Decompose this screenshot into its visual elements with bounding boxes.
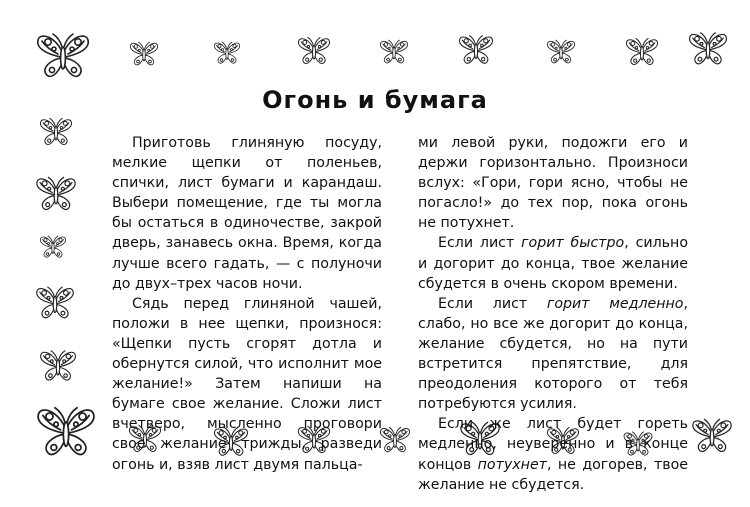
butterfly-icon	[38, 234, 68, 260]
butterfly-icon	[34, 278, 76, 328]
butterfly-icon	[622, 36, 662, 68]
paragraph	[418, 294, 688, 415]
butterfly-icon	[543, 38, 579, 66]
page-title: Огонь и бумага	[262, 86, 488, 114]
butterfly-icon	[38, 346, 78, 386]
paragraph-text: Если же лист будет гореть медленно, неуверенно и в конце концов	[418, 416, 688, 473]
paragraph-text: Если лист	[438, 235, 522, 252]
text-column-right	[418, 133, 688, 495]
butterfly-icon	[34, 174, 78, 214]
butterfly-icon	[209, 40, 245, 66]
paragraph	[112, 133, 382, 294]
paragraph-text: , слабо, но все же догорит до конца, желание сбудется, но на пути встретится препятствие, для преодоления которого от тебя потребуются усилия.	[418, 295, 688, 413]
paragraph-text: Сядь перед глиняной чашей, положи в нее щепки, произнося: «Щепки пусть сгорят дотла и обернутся силой, что исполнит мое желание!» Затем напиши на бумаге свое желание. Сложи лист вчетверо, мысленно проговори свое желание трижды, разведи огонь и, взяв лист двумя пальца-	[112, 295, 382, 473]
paragraph-text: , не догорев, твое желание не сбудется.	[418, 456, 689, 493]
paragraph-continued	[418, 133, 688, 233]
butterfly-icon	[38, 116, 74, 148]
paragraph	[418, 414, 688, 494]
paragraph	[418, 233, 688, 293]
butterfly-icon	[690, 413, 734, 459]
emphasis-text: горит быстро	[521, 235, 625, 252]
paragraph-text: ми левой руки, подожги его и держи горизонтально. Произноси вслух: «Гори, гори ясно, чтобы не погасло!» до тех пор, пока огонь не потухнет.	[418, 135, 688, 232]
butterfly-icon	[454, 33, 498, 67]
butterfly-icon	[378, 425, 412, 455]
emphasis-text: горит медленно	[546, 295, 684, 312]
butterfly-icon	[376, 38, 412, 66]
top-butterfly-border	[0, 0, 750, 70]
text-column-left	[112, 133, 382, 475]
emphasis-text: потухнет	[477, 456, 547, 473]
butterfly-icon	[293, 35, 335, 67]
butterfly-icon	[126, 40, 162, 68]
paragraph-text: Если лист	[438, 295, 547, 312]
paragraph	[112, 294, 382, 475]
butterfly-icon	[34, 403, 98, 461]
butterfly-icon	[686, 30, 730, 68]
paragraph-text: , сильно и догорит до конца, твое желание сбудется в очень скором времени.	[418, 235, 688, 292]
paragraph-text: Приготовь глиняную посуду, мелкие щепки от поленьев, спички, лист бумаги и карандаш. Выбери помещение, где ты могла бы остаться в одиночестве, закрой дверь, занавесь окна. Время, когда лучше всего гадать, — с полуночи до двух–трех часов ночи.	[112, 135, 382, 292]
